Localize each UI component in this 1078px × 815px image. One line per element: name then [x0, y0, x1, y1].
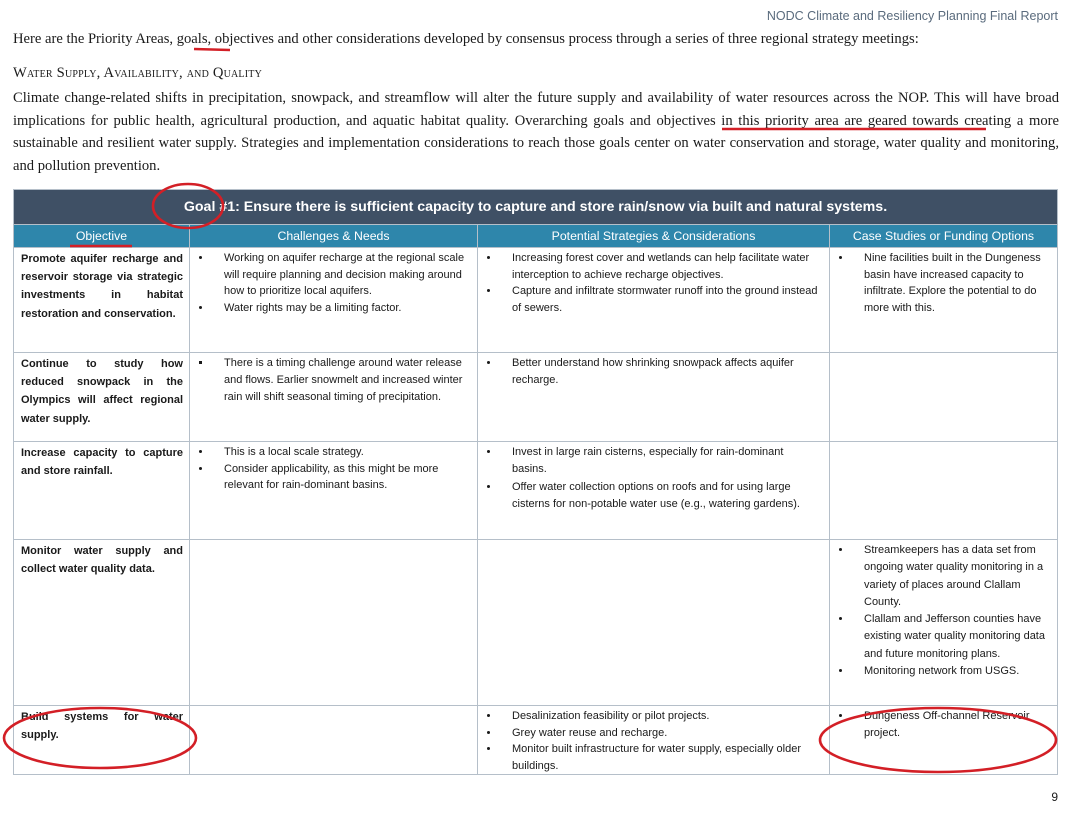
- column-header-cases: Case Studies or Funding Options: [830, 225, 1058, 248]
- list-item: • Water rights may be a limiting factor.: [212, 300, 469, 317]
- list-item: • Working on aquifer recharge at the regional scale will require planning and decision making around how to prioritize local aquifers.: [212, 250, 469, 300]
- cases-cell: [830, 706, 1058, 775]
- challenges-cell: [190, 540, 478, 706]
- section-paragraph: Climate change-related shifts in precipitation, snowpack, and streamflow will alter the future supply and availability of water resources across the NOP. This will have broad implications for public health, agricultural production, and aquatic habitat quality. Overarching goals and objectives in this priority area are geared towards creating a more sustainable and resilient water supply. Strategies and implementation considerations to reach those goals center on water conservation and storage, water quality and monitoring, and pollution prevention.: [13, 90, 1059, 174]
- underline-goals: [194, 49, 230, 50]
- list-item: • Clallam and Jefferson counties have existing water quality monitoring data and future monitoring plans.: [852, 611, 1049, 663]
- table-row: [14, 540, 1058, 706]
- table-row: [14, 248, 1058, 353]
- list-item: • Capture and infiltrate stormwater runoff into the ground instead of sewers.: [500, 283, 821, 316]
- list-item: • Nine facilities built in the Dungeness basin have increased capacity to infiltrate. Explore the potential to do more with this.: [852, 250, 1049, 316]
- list-item: • Dungeness Off-channel Reservoir project.: [852, 708, 1049, 741]
- column-header-challenges: Challenges & Needs: [190, 225, 478, 248]
- cases-cell: [830, 248, 1058, 353]
- strategies-cell: [478, 442, 830, 540]
- list-item: • Streamkeepers has a data set from ongoing water quality monitoring in a variety of places around Clallam County.: [852, 542, 1049, 611]
- intro-text: Here are the Priority Areas, goals, objectives and other considerations developed by consensus process through a series of three regional strategy meetings:: [13, 31, 919, 47]
- list-item: • Desalinization feasibility or pilot projects.: [500, 708, 821, 725]
- cases-cell: [830, 442, 1058, 540]
- table-row: [14, 442, 1058, 540]
- list-item: • Invest in large rain cisterns, especially for rain-dominant basins.: [500, 444, 821, 479]
- strategies-cell: [478, 540, 830, 706]
- list-item: ▪ There is a timing challenge around water release and flows. Earlier snowmelt and increased winter rain will shift seasonal timing of precipitation.: [212, 355, 469, 407]
- challenges-cell: [190, 353, 478, 442]
- cases-cell: [830, 353, 1058, 442]
- objective-cell: Continue to study how reduced snowpack in the Olympics will affect regional water supply.: [14, 353, 190, 442]
- objective-cell: Monitor water supply and collect water quality data.: [14, 540, 190, 706]
- goal-title: Goal #1: Ensure there is sufficient capacity to capture and store rain/snow via built and natural systems.: [14, 190, 1058, 225]
- list-item: • Monitoring network from USGS.: [852, 663, 1049, 680]
- list-item: • Monitor built infrastructure for water supply, especially older buildings.: [500, 741, 821, 774]
- objective-cell: Build systems for water supply.: [14, 706, 190, 775]
- objective-cell: Promote aquifer recharge and reservoir storage via strategic investments in habitat restoration and conservation.: [14, 248, 190, 353]
- strategies-cell: [478, 706, 830, 775]
- column-header-strategies: Potential Strategies & Considerations: [478, 225, 830, 248]
- challenges-cell: [190, 706, 478, 775]
- goal-table: [13, 189, 1058, 775]
- list-item: • Offer water collection options on roofs and for using large cisterns for non-potable water use (e.g., watering gardens).: [500, 479, 821, 514]
- column-header-objective: Objective: [14, 225, 190, 248]
- challenges-cell: [190, 442, 478, 540]
- strategies-cell: [478, 353, 830, 442]
- list-item: • Consider applicability, as this might be more relevant for rain-dominant basins.: [212, 461, 469, 494]
- table-row: [14, 706, 1058, 775]
- list-item: • Increasing forest cover and wetlands can help facilitate water interception to achieve recharge objectives.: [500, 250, 821, 283]
- table-row: [14, 353, 1058, 442]
- cases-cell: [830, 540, 1058, 706]
- list-item: • This is a local scale strategy.: [212, 444, 469, 461]
- list-item: • Grey water reuse and recharge.: [500, 725, 821, 742]
- challenges-cell: [190, 248, 478, 353]
- strategies-cell: [478, 248, 830, 353]
- list-item: • Better understand how shrinking snowpack affects aquifer recharge.: [500, 355, 821, 388]
- section-heading: Water Supply, Availability, and Quality: [13, 65, 262, 81]
- report-header: NODC Climate and Resiliency Planning Final Report: [766, 9, 1058, 23]
- page-number: 9: [1051, 790, 1058, 804]
- objective-cell: Increase capacity to capture and store rainfall.: [14, 442, 190, 540]
